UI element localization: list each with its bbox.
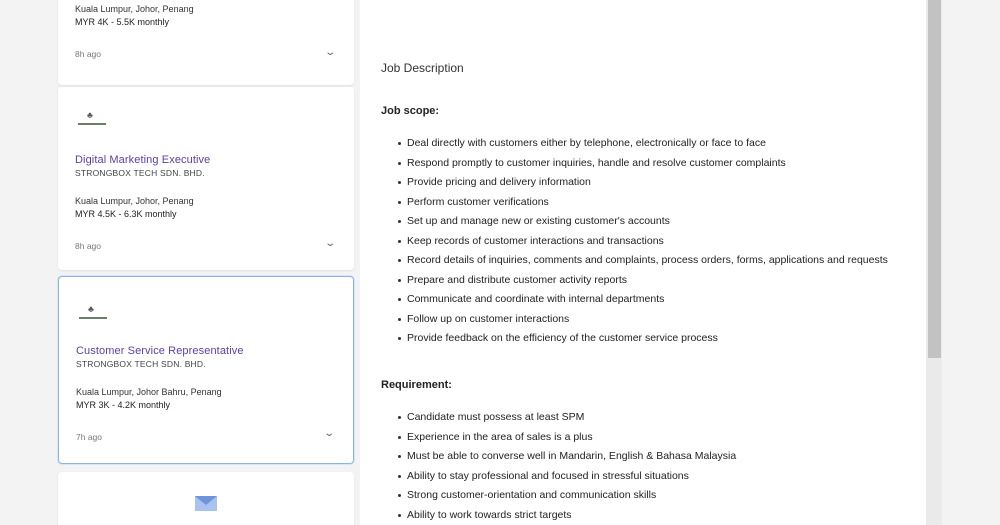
list-item: Candidate must possess at least SPM xyxy=(407,409,897,425)
list-item: Perform customer verifications xyxy=(407,194,897,210)
list-item: Prepare and distribute customer activity reports xyxy=(407,272,897,288)
job-scope-list xyxy=(407,135,897,350)
chevron-down-icon[interactable]: ⌄ xyxy=(323,47,336,58)
list-item: Deal directly with customers either by telephone, electronically or face to face xyxy=(407,135,897,151)
list-item: Experience in the area of sales is a plus xyxy=(407,429,897,445)
list-item: Strong customer-orientation and communication skills xyxy=(407,487,897,503)
list-item: Ability to stay professional and focused in stressful situations xyxy=(407,468,897,484)
job-card[interactable] xyxy=(58,87,354,270)
job-location: Kuala Lumpur, Johor, Penang xyxy=(75,196,194,206)
job-alert-card[interactable] xyxy=(58,472,354,525)
job-list xyxy=(58,0,354,525)
list-item: Keep records of customer interactions and transactions xyxy=(407,233,897,249)
list-item: Set up and manage new or existing customer's accounts xyxy=(407,213,897,229)
job-posted-time: 8h ago xyxy=(75,241,101,251)
list-item: Respond promptly to customer inquiries, handle and resolve customer complaints xyxy=(407,155,897,171)
company-logo: ♣ xyxy=(77,305,111,325)
job-salary: MYR 4K - 5.5K monthly xyxy=(75,17,170,27)
list-item: Provide feedback on the efficiency of the customer service process xyxy=(407,330,897,346)
list-item: Record details of inquiries, comments and complaints, process orders, forms, applications and requests xyxy=(407,252,897,268)
list-item: Ability to work towards strict targets xyxy=(407,507,897,523)
job-detail-panel xyxy=(360,0,926,525)
mail-icon xyxy=(195,496,217,511)
company-name: STRONGBOX TECH SDN. BHD. xyxy=(75,168,205,178)
company-name: STRONGBOX TECH SDN. BHD. xyxy=(76,359,206,369)
job-location: Kuala Lumpur, Johor Bahru, Penang xyxy=(76,387,222,397)
requirement-heading: Requirement: xyxy=(381,379,452,391)
job-posted-time: 8h ago xyxy=(75,49,101,59)
list-item: Communicate and coordinate with internal departments xyxy=(407,291,897,307)
job-description-heading: Job Description xyxy=(381,61,464,75)
chevron-down-icon[interactable]: ⌄ xyxy=(322,428,335,439)
requirement-list xyxy=(407,409,897,525)
job-title[interactable]: Digital Marketing Executive xyxy=(75,154,211,166)
job-card-selected[interactable] xyxy=(58,276,354,464)
chevron-down-icon[interactable]: ⌄ xyxy=(323,238,336,249)
list-item: Must be able to converse well in Mandarin, English & Bahasa Malaysia xyxy=(407,448,897,464)
scrollbar-thumb[interactable] xyxy=(928,0,941,358)
company-logo: ♣ xyxy=(76,111,110,131)
job-title[interactable]: Customer Service Representative xyxy=(76,345,244,357)
list-item: Follow up on customer interactions xyxy=(407,311,897,327)
job-scope-heading: Job scope: xyxy=(381,105,440,117)
job-location: Kuala Lumpur, Johor, Penang xyxy=(75,4,194,14)
job-salary: MYR 3K - 4.2K monthly xyxy=(76,400,171,410)
job-salary: MYR 4.5K - 6.3K monthly xyxy=(75,209,177,219)
job-posted-time: 7h ago xyxy=(76,432,102,442)
job-card[interactable] xyxy=(58,0,354,85)
list-item: Provide pricing and delivery information xyxy=(407,174,897,190)
